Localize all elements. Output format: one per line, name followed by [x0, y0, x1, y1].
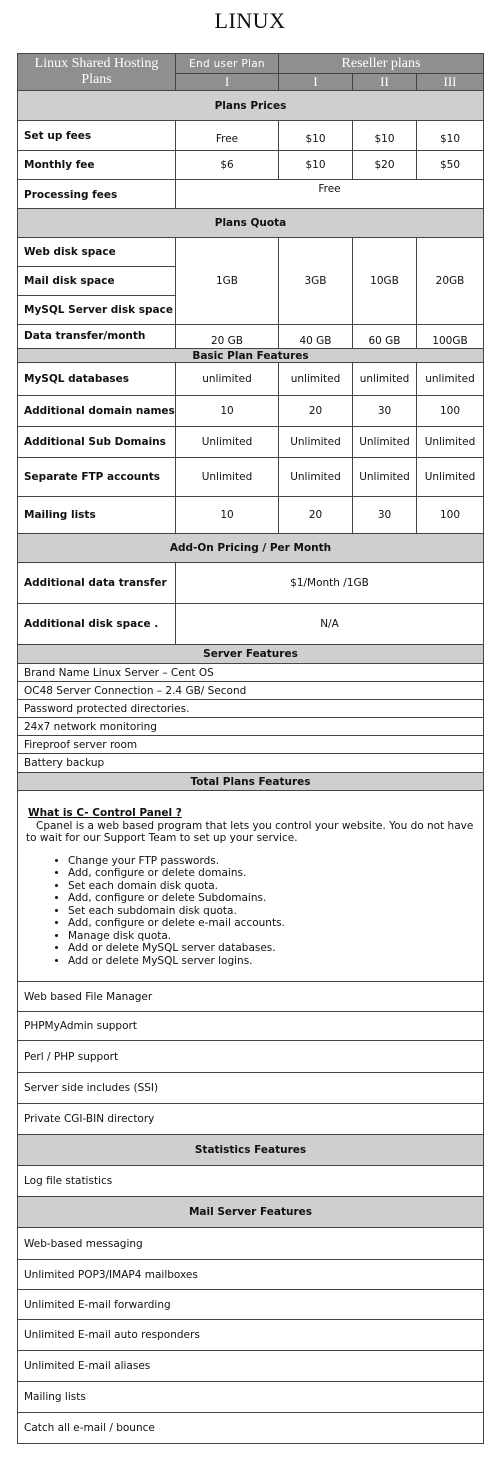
list-item: • Add, configure or delete Subdomains. — [68, 892, 475, 905]
transfer-cell: 100GB — [417, 325, 484, 349]
feature-row: Private CGI-BIN directory — [18, 1104, 484, 1135]
cpanel-description — [18, 791, 484, 982]
feature-cell: 20 — [279, 396, 353, 427]
feature-row: Mailing lists — [18, 1382, 484, 1413]
row-label: Set up fees — [18, 121, 176, 151]
feature-row: Fireproof server room — [18, 736, 484, 754]
plans-corner-header: Linux Shared Hosting Plans — [18, 54, 176, 91]
row-label: MySQL Server disk space — [18, 296, 176, 325]
feature-cell: 30 — [353, 497, 417, 534]
processing-fee-cell: Free — [176, 180, 484, 209]
price-cell: $10 — [279, 121, 353, 151]
disk-space-cell: 1GB — [176, 238, 279, 325]
feature-row: Web-based messaging — [18, 1228, 484, 1260]
feature-row: Password protected directories. — [18, 700, 484, 718]
list-item: • Add or delete MySQL server databases. — [68, 942, 475, 955]
page-title: LINUX — [214, 8, 286, 33]
section-header: Plans Quota — [18, 209, 484, 238]
section-header: Server Features — [18, 645, 484, 664]
disk-space-cell: 10GB — [353, 238, 417, 325]
cpanel-feature-list — [26, 855, 475, 968]
list-item: • Manage disk quota. — [68, 930, 475, 943]
list-item: • Set each domain disk quota. — [68, 880, 475, 893]
row-label: Data transfer/month — [18, 325, 176, 349]
row-label: MySQL databases — [18, 363, 176, 396]
list-item: • Add, configure or delete e-mail accounts. — [68, 917, 475, 930]
feature-cell: Unlimited — [417, 458, 484, 497]
row-label: Additional Sub Domains — [18, 427, 176, 458]
price-cell: $10 — [353, 121, 417, 151]
feature-row: Catch all e-mail / bounce — [18, 1413, 484, 1444]
feature-row: Web based File Manager — [18, 982, 484, 1012]
feature-cell: Unlimited — [353, 427, 417, 458]
transfer-cell: 20 GB — [176, 325, 279, 349]
list-item: • Add or delete MySQL server logins. — [68, 955, 475, 968]
feature-row: Unlimited POP3/IMAP4 mailboxes — [18, 1260, 484, 1290]
cpanel-question: What is C- Control Panel ? — [28, 807, 182, 819]
feature-row: Log file statistics — [18, 1166, 484, 1197]
price-cell: $10 — [417, 121, 484, 151]
price-cell: $6 — [176, 151, 279, 180]
list-item: • Set each subdomain disk quota. — [68, 905, 475, 918]
feature-row: Server side includes (SSI) — [18, 1073, 484, 1104]
section-header: Add-On Pricing / Per Month — [18, 534, 484, 563]
price-cell: $10 — [279, 151, 353, 180]
row-label: Processing fees — [18, 180, 176, 209]
feature-cell: 10 — [176, 497, 279, 534]
row-label: Additional domain names — [18, 396, 176, 427]
price-cell: Free — [176, 121, 279, 151]
row-label: Additional disk space . — [18, 604, 176, 645]
row-label: Monthly fee — [18, 151, 176, 180]
feature-row: PHPMyAdmin support — [18, 1012, 484, 1041]
feature-cell: 20 — [279, 497, 353, 534]
feature-cell: Unlimited — [176, 458, 279, 497]
feature-cell: Unlimited — [279, 458, 353, 497]
row-label: Additional data transfer — [18, 563, 176, 604]
feature-row: Battery backup — [18, 754, 484, 773]
feature-cell: unlimited — [279, 363, 353, 396]
section-header: Total Plans Features — [18, 773, 484, 791]
feature-row: Unlimited E-mail auto responders — [18, 1320, 484, 1351]
feature-cell: 10 — [176, 396, 279, 427]
section-header: Mail Server Features — [18, 1197, 484, 1228]
plan-number: I — [176, 74, 279, 91]
feature-row: OC48 Server Connection – 2.4 GB/ Second — [18, 682, 484, 700]
row-label: Web disk space — [18, 238, 176, 267]
feature-cell: unlimited — [417, 363, 484, 396]
feature-cell: unlimited — [353, 363, 417, 396]
addon-disk-price: N/A — [176, 604, 484, 645]
feature-cell: Unlimited — [279, 427, 353, 458]
section-header: Basic Plan Features — [18, 349, 484, 363]
feature-cell: unlimited — [176, 363, 279, 396]
disk-space-cell: 3GB — [279, 238, 353, 325]
addon-transfer-price: $1/Month /1GB — [176, 563, 484, 604]
reseller-plans-header: Reseller plans — [279, 54, 484, 74]
feature-row: 24x7 network monitoring — [18, 718, 484, 736]
price-cell: $20 — [353, 151, 417, 180]
row-label: Separate FTP accounts — [18, 458, 176, 497]
feature-row: Brand Name Linux Server – Cent OS — [18, 664, 484, 682]
section-header: Statistics Features — [18, 1135, 484, 1166]
section-header: Plans Prices — [18, 91, 484, 121]
plan-number: II — [353, 74, 417, 91]
feature-cell: 100 — [417, 396, 484, 427]
transfer-cell: 60 GB — [353, 325, 417, 349]
row-label: Mail disk space — [18, 267, 176, 296]
disk-space-cell: 20GB — [417, 238, 484, 325]
end-user-plan-header: End user Plan — [176, 54, 279, 74]
feature-row: Perl / PHP support — [18, 1041, 484, 1073]
cpanel-text: Cpanel is a web based program that lets you control your website. You do not have to wait for our Support Team to set up your service. — [26, 819, 474, 844]
feature-cell: Unlimited — [353, 458, 417, 497]
price-cell: $50 — [417, 151, 484, 180]
feature-cell: Unlimited — [176, 427, 279, 458]
feature-cell: 100 — [417, 497, 484, 534]
feature-cell: Unlimited — [417, 427, 484, 458]
feature-row: Unlimited E-mail aliases — [18, 1351, 484, 1382]
plan-number: III — [417, 74, 484, 91]
row-label: Mailing lists — [18, 497, 176, 534]
feature-row: Unlimited E-mail forwarding — [18, 1290, 484, 1320]
plan-number: I — [279, 74, 353, 91]
transfer-cell: 40 GB — [279, 325, 353, 349]
linux-plans-table — [17, 53, 484, 1444]
feature-cell: 30 — [353, 396, 417, 427]
list-item: • Add, configure or delete domains. — [68, 867, 475, 880]
list-item: • Change your FTP passwords. — [68, 855, 475, 868]
